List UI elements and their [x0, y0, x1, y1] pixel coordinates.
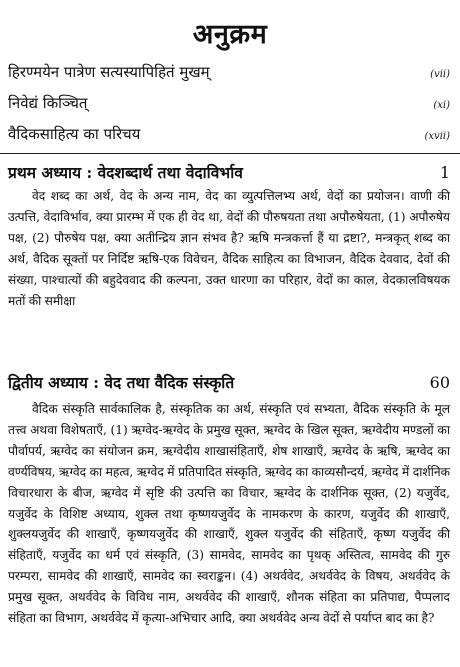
entry-title: वैदिकसाहित्य का परिचय	[8, 125, 141, 143]
chapter-title: प्रथम अध्याय : वेदशब्दार्थ तथा वेदाविर्भाव	[8, 163, 243, 182]
front-matter-entry[interactable]	[8, 93, 454, 117]
divider	[0, 153, 460, 154]
entry-page: (xi)	[433, 100, 450, 111]
entry-page: (vii)	[430, 69, 450, 80]
entry-page: (xvii)	[424, 131, 450, 142]
front-matter-entry[interactable]	[8, 124, 454, 148]
chapter-summary: वैदिक संस्कृति सार्वकालिक है, संस्कृतिक का अर्थ, संस्कृति एवं सभ्यता, वैदिक संस्कृति के मूल तत्त्व अथवा विशेषताएँ, (1) ऋग्वेद-ऋग्वेद के प्रमुख सूक्त, ऋग्वेद के खिल सूक्त, ऋग्वेदीय मण्डलों का पौर्वापर्य, ऋग्वेद का संयोजन क्रम, ऋग्वेदीय शाखासंहिताएँ, शेष शाखाएँ, ऋग्वेद के ऋषि, ऋग्वेद का वर्ण्यविषय, ऋग्वेद का महत्व, ऋग्वेद में प्रतिपादित संस्कृति, ऋग्वेद का काव्यसौन्दर्य, ऋग्वेद में दार्शनिक विचारधारा के बीज, ऋग्वेद में सृष्टि की उत्पत्ति का विचार, ऋग्वेद के दार्शनिक सूक्त, (2) यजुर्वेद, यजुर्वेद के विशिष्ट अध्याय, शुक्ल तथा कृष्णयजुर्वेद के नामकरण के कारण, यजुर्वेद की शाखाएँ, शुक्लयजुर्वेद की शाखाएँ, कृष्णयजुर्वेद की शाखाएँ, शुक्ल यजुर्वेद की संहिताएँ, कृष्ण यजुर्वेद की संहिताएँ, यजुर्वेद का धर्म एवं संस्कृति, (3) सामवेद, सामवेद का पृथक् अस्तित्व, सामवेद की गुरु परम्परा, सामवेद की शाखाएँ, सामवेद का स्वराङ्कन। (4) अथर्ववेद, अथर्ववेद के विषय, अथर्ववेद के प्रमुख सूक्त, अथर्ववेद के विविध नाम, अथर्ववेद की शाखाएँ, शौनक संहिता का प्रतिपाद्य, पैप्पलाद संहिता का विभाग, अथर्ववेद में कृत्या-अभिचार आदि, क्या अथर्ववेद अन्य वेदों से पर्याप्त बाद का है?	[8, 402, 450, 626]
entry-title: हिरण्मयेन पात्रेण सत्यस्यापिहितं मुखम्	[8, 63, 210, 81]
chapter-page: 1	[439, 163, 450, 182]
front-matter-entry[interactable]	[8, 62, 454, 86]
chapter-heading[interactable]	[8, 161, 450, 185]
chapter-page: 60	[429, 373, 450, 392]
entry-title: निवेद्यं किञ्चित्	[8, 94, 88, 112]
page-title: अनुक्रम	[192, 19, 268, 50]
chapter-summary: वेद शब्द का अर्थ, वेद के अन्य नाम, वेद का व्युत्पत्तिलभ्य अर्थ, वेदों का प्रयोजन। वाणी की उत्पत्ति, वेदाविर्भाव, क्या प्रारम्भ में एक ही वेद था, वेदों की पौरुषयता तथा अपौरुषेयता, (1) अपौरुषेय पक्ष, (2) पौरुषेय पक्ष, क्या अतीन्द्रिय ज्ञान संभव है? ऋषि मन्त्रकर्त्ता हैं या द्रष्टा?, मन्त्रकृत् शब्द का अर्थ, वैदिक सूक्तों पर निर्दिष्ट ऋषि-एक विवेचन, वैदिक साहित्य का विभाजन, वैदिक देववाद, देवों की संख्या, पाश्चात्यों की बहुदेववाद की कल्पना, उक्त धारणा का परिहार, वेदों का काल, वेदकालविषयक मतों की समीक्षा	[8, 189, 450, 308]
chapter-title: द्वितीय अध्याय : वेद तथा वैदिक संस्कृति	[8, 373, 235, 392]
chapter-heading[interactable]	[8, 371, 450, 395]
